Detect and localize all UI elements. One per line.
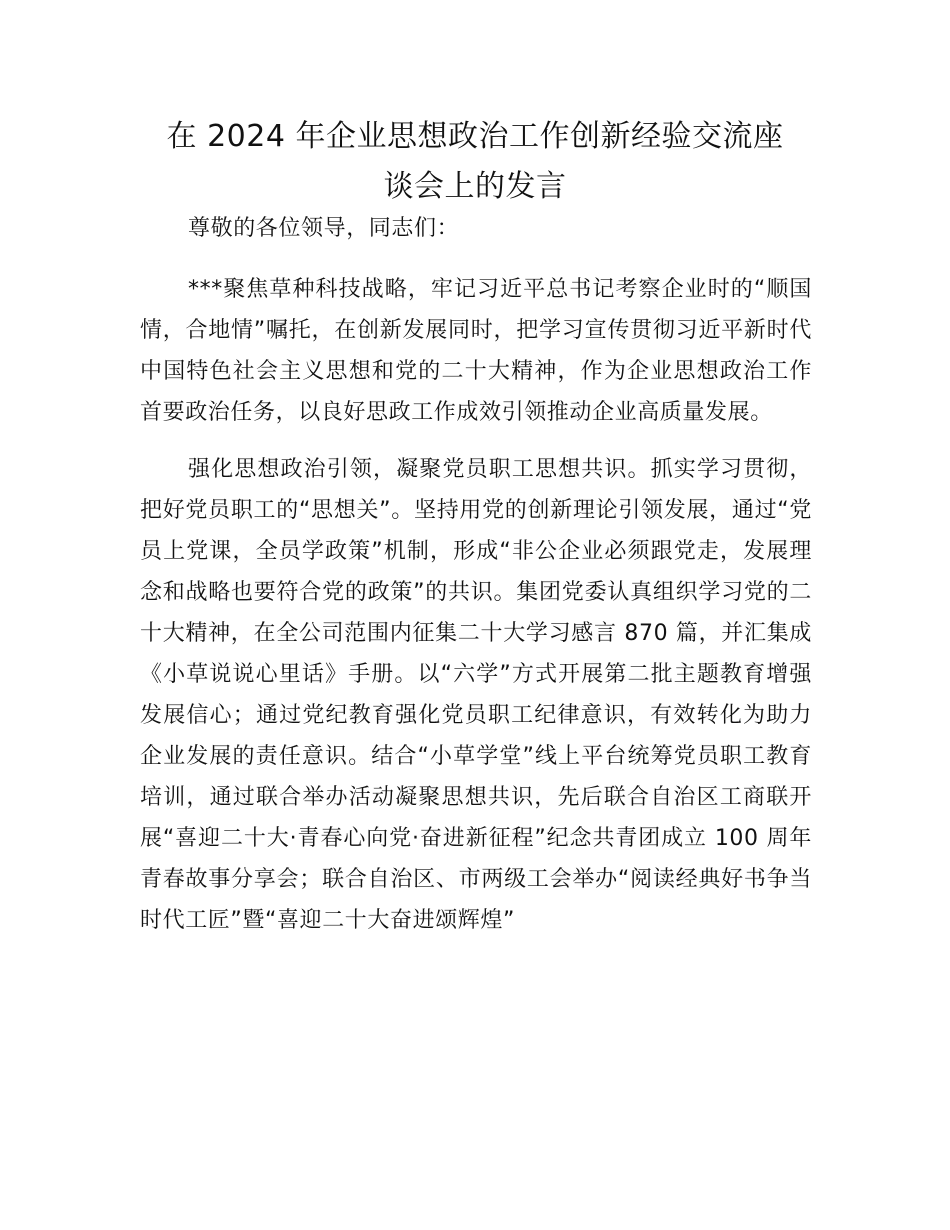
paragraph-ideology-guidance: 强化思想政治引领，凝聚党员职工思想共识。抓实学习贯彻，把好党员职工的“思想关”。坚持用党的创新理论引领发展，通过“党员上党课，全员学政策”机制，形成“非公企业必须跟党走，发展理念和战略也要符合党的政策”的共识。集团党委认真组织学习党的二十大精神，在全公司范围内征集二十大学习感言 870 篇，并汇集成《小草说说心里话》手册。以“六学”方式开展第二批主题教育增强发展信心；通过党纪教育强化党员职工纪律意识，有效转化为助力企业发展的责任意识。结合“小草学堂”线上平台统筹党员职工教育培训，通过联合举办活动凝聚思想共识，先后联合自治区工商联开展“喜迎二十大·青春心向党·奋进新征程”纪念共青团成立 100 周年青春故事分享会；联合自治区、市两级工会举办“阅读经典好书争当时代工匠”暨“喜迎二十大奋进颂辉煌” <box>140 457 812 933</box>
paragraph-intro: ***聚焦草种科技战略，牢记习近平总书记考察企业时的“顺国情，合地情”嘱托，在创新发展同时，把学习宣传贯彻习近平新时代中国特色社会主义思想和党的二十大精神，作为企业思想政治工作首要政治任务，以良好思政工作成效引领推动企业高质量发展。 <box>140 277 812 425</box>
salutation: 尊敬的各位领导，同志们： <box>188 216 460 241</box>
title-line-1: 在 2024 年企业思想政治工作创新经验交流座 <box>166 119 784 154</box>
document-title <box>140 112 810 212</box>
title-line-2: 谈会上的发言 <box>383 169 567 204</box>
document-body <box>140 208 812 946</box>
